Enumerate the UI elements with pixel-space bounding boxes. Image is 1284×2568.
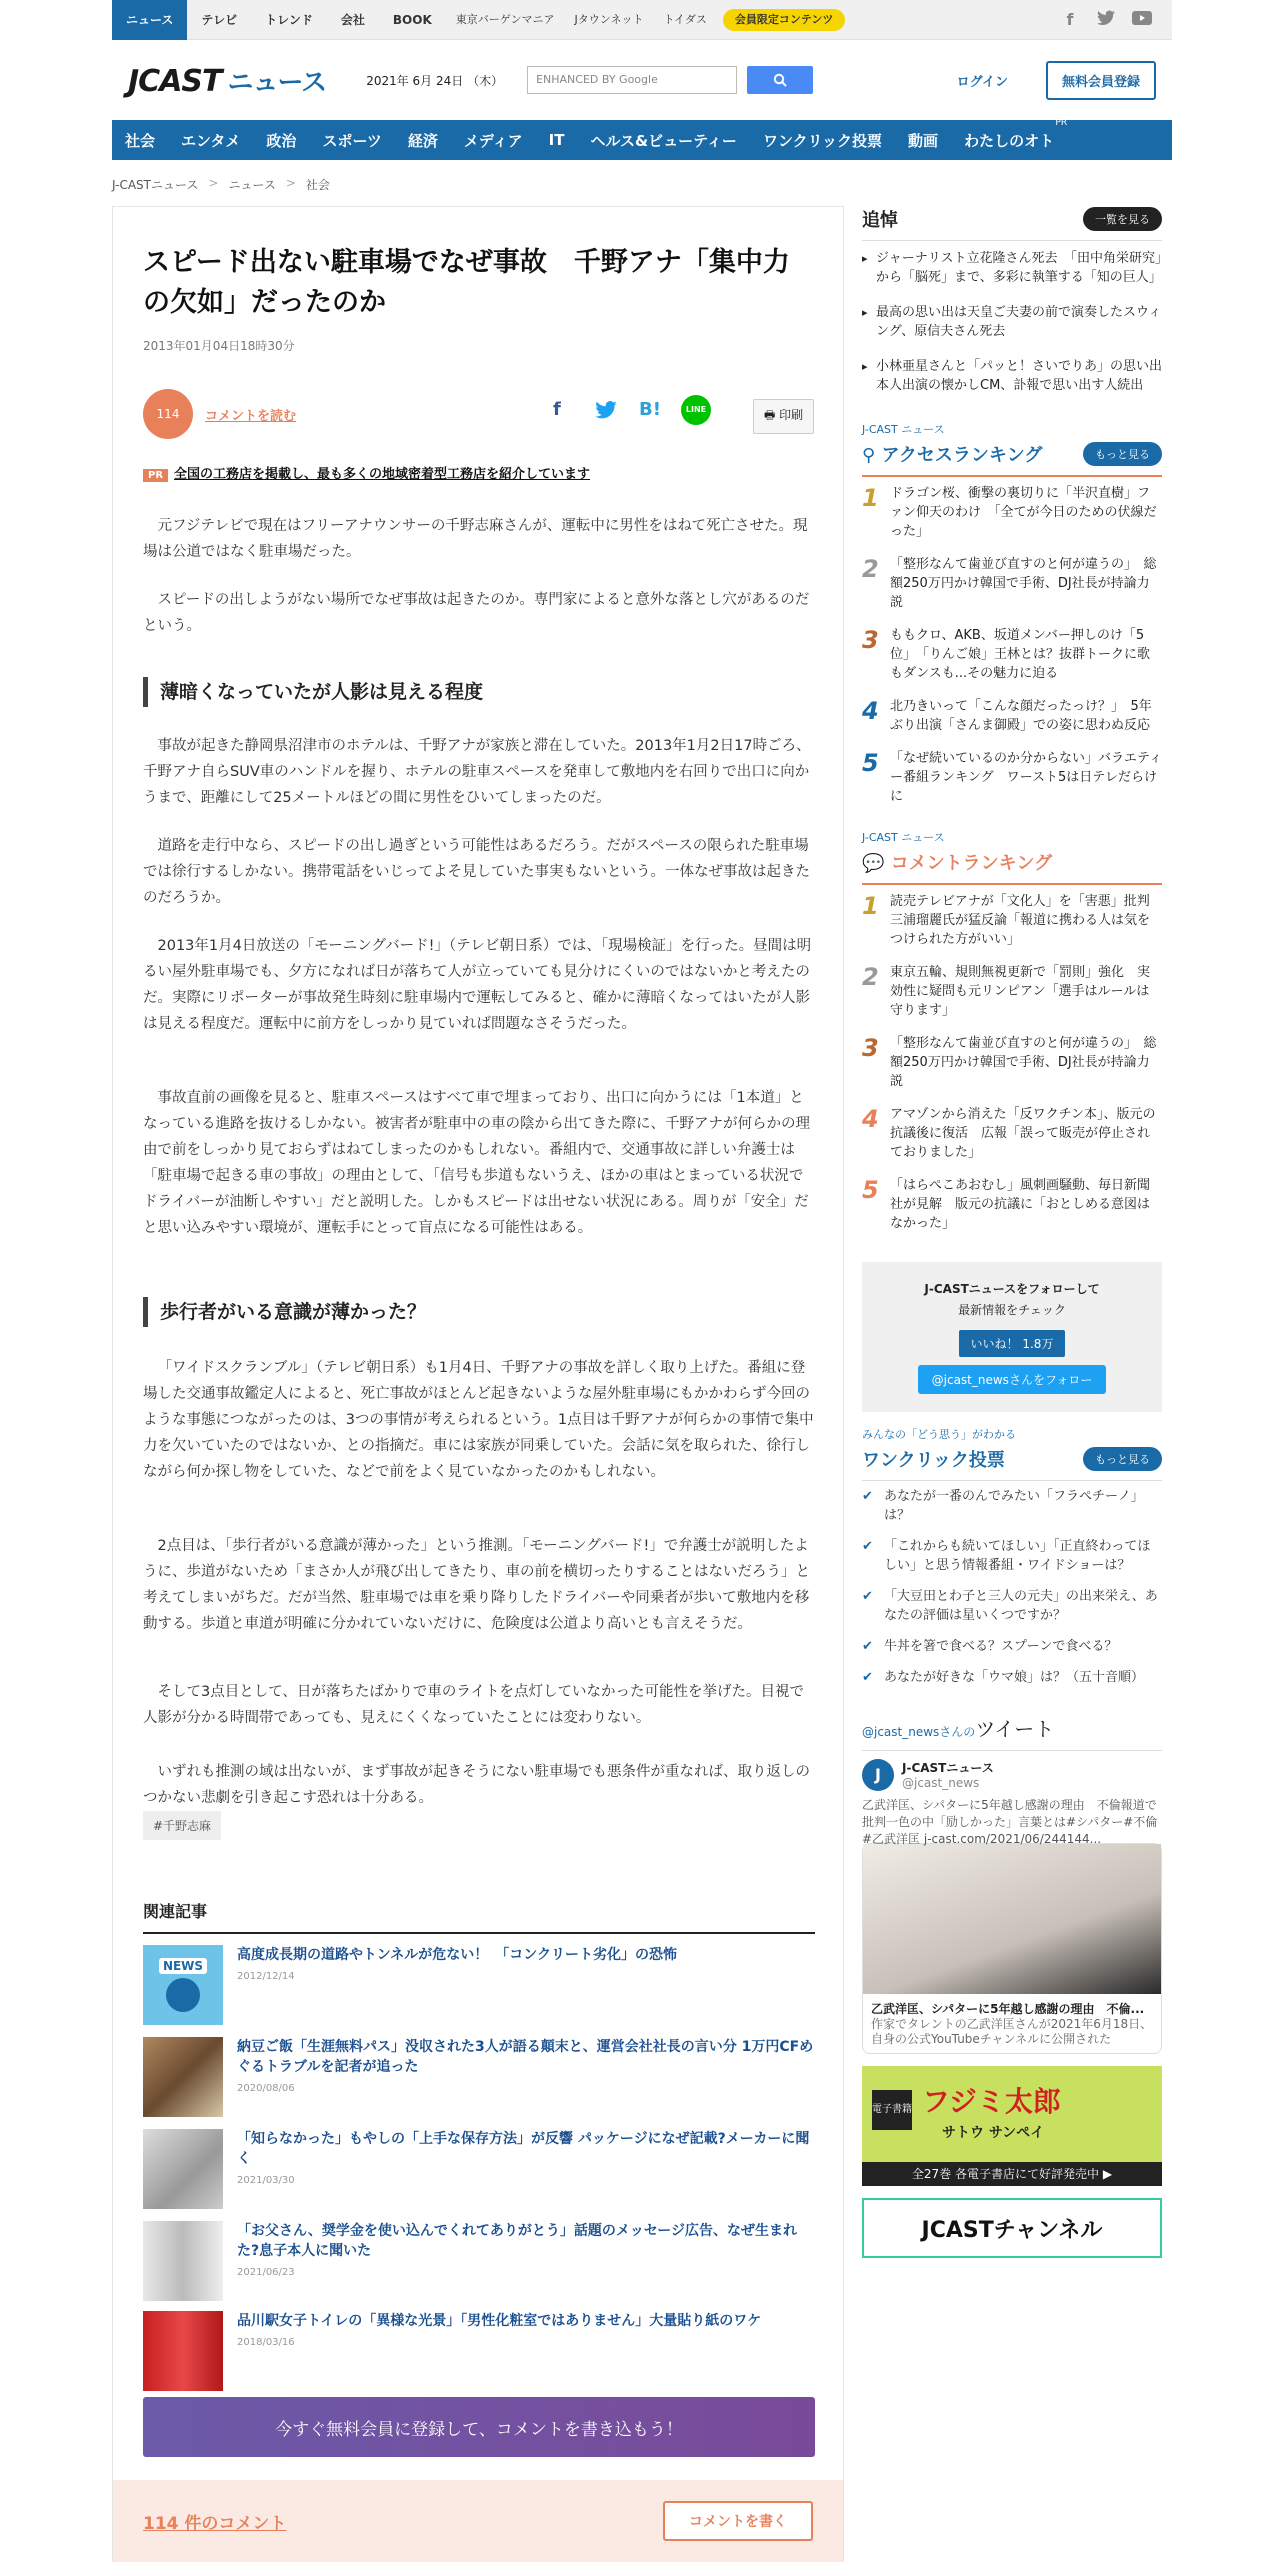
paragraph: 事故が起きた静岡県沼津市のホテルは、千野アナが家族と滞在していた。2013年1月2日17時ごろ、千野アナ自らSUV車のハンドルを握り、ホテルの駐車スペースを発車して敷地内を右回りで出口に向かうまで、距離にして25メートルほどの間に男性をひいてしまったのだ。 (143, 738, 811, 806)
ranking-item[interactable]: 3 ももクロ、AKB、坂道メンバー押しのけ「5位」 「りんご娘」王林とは？抜群トークに歌もダンスも...その魅力に迫る (862, 626, 1151, 681)
line-share-icon[interactable]: LINE (681, 395, 711, 425)
ranking-item[interactable]: 5 「なぜ続いているのか分からない」バラエティー番組ランキング ワースト5は日テレだらけに (862, 749, 1162, 804)
tweets-header: @jcast_newsさんのツイート (862, 1713, 1162, 1751)
ranking-item[interactable]: 4 北乃きいって「こんな顔だったっけ？」 5年ぶり出演「さんま御殿」での姿に思わぬ反応 (862, 697, 1152, 733)
topnav-trend[interactable]: トレンド (265, 12, 313, 27)
topnav-news[interactable]: ニュース (112, 0, 187, 40)
comment-ranking-label: J-CAST ニュース (862, 831, 945, 844)
related-article[interactable]: 納豆ご飯「生涯無料パス」没収された3人が語る顛末と、運営会社社長の言い分 1万円CFめぐるトラブルを記者が追った 2020/08/06 (143, 2037, 815, 2117)
paragraph: 2013年1月4日放送の「モーニングバード!」（テレビ朝日系）では、「現場検証」を行った。昼間は明るい屋外駐車場でも、夕方になれば日が落ちて人が立っていても見分けにくいのではないかと考えたのだ。実際にリポーターが事故発生時刻に駐車場内で運転してみると、確かに薄暗くなってはいたが人影は見える程度だ。運転中に前方をしっかり見ていれば問題なさそうだった。 (143, 938, 812, 1032)
related-thumbnail (143, 2129, 223, 2209)
nav-society[interactable]: 社会 (125, 131, 156, 150)
ranking-item[interactable]: 1 読売テレビアナが「文化人」を「害悪」批判 三浦瑠麗氏が猛反論「報道に携わる人は気をつけられた方がいい」 (862, 892, 1163, 947)
tsuito-header: 追悼 一覧を見る (862, 206, 1162, 241)
topnav-tv[interactable]: テレビ (201, 12, 238, 27)
breadcrumb: J-CASTニュース > ニュース > 社会 (112, 176, 330, 192)
related-article[interactable]: NEWS 高度成長期の道路やトンネルが危ない！ 「コンクリート劣化」の恐怖 2012/12/14 (143, 1945, 815, 2025)
access-ranking-label: J-CAST ニュース (862, 423, 945, 436)
related-article[interactable]: 「知らなかった」もやしの「上手な保存方法」が反響 パッケージになぜ記載?メーカーに聞く 2021/03/30 (143, 2129, 815, 2209)
tsuito-item[interactable]: ▸ ジャーナリスト立花隆さん死去 「田中角栄研究」から「脳死」まで、多彩に執筆する「知の巨人」 (862, 241, 1162, 295)
pr-label: PR (1055, 117, 1068, 128)
ranking-item[interactable]: 5 「はらぺこあおむし」風刺画騒動、毎日新聞社が見解 版元の抗議に「おとしめる意図はなかった」 (862, 1176, 1151, 1231)
nav-economy[interactable]: 経済 (407, 131, 438, 150)
pr-tag: PR (143, 469, 168, 482)
nav-it[interactable]: IT (548, 131, 565, 149)
nav-watashi-no-oto[interactable]: わたしのオト PR (964, 117, 1068, 150)
tweet[interactable]: J J-CASTニュース @jcast_news (862, 1759, 1162, 1791)
printer-icon: 🖶 (764, 408, 780, 422)
topnav-jtown[interactable]: Jタウンネット (574, 12, 644, 26)
topnav-toidas[interactable]: トイダス (663, 12, 707, 26)
related-articles-list (143, 1945, 815, 2325)
tsuito-more-button[interactable]: 一覧を見る (1083, 207, 1162, 231)
tsuito-item[interactable]: ▸ 小林亜星さんと「パッと！さいでりあ」の思い出 本人出演の懐かしCM、訃報で思い出す人続出 (862, 349, 1162, 403)
vote-item[interactable]: ✔ 牛丼を箸で食べる？スプーンで食べる？ (862, 1631, 1162, 1662)
ranking-icon: ⚲ (862, 445, 882, 466)
vote-item[interactable]: ✔ 「大豆田とわ子と三人の元夫」の出来栄え、あなたの評価は星いくつですか？ (862, 1581, 1162, 1631)
comment-ranking-header: 💬 コメントランキング (862, 849, 1162, 885)
breadcrumb-society[interactable]: 社会 (305, 178, 330, 192)
paragraph: そして3点目として、日が落ちたばかりで車のライトを点灯していなかった可能性を挙げた。目視で人影が分かる時間帯であっても、見えにくくなっていたことには変わりない。 (143, 1684, 804, 1726)
vote-header: ワンクリック投票 もっと見る (862, 1446, 1162, 1481)
vote-item[interactable]: ✔ 「これからも続いてほしい」「正直終わってほしい」と思う情報番組・ワイドショーは？ (862, 1531, 1162, 1581)
twitter-follow-button[interactable]: @jcast_newsさんをフォロー (918, 1365, 1107, 1394)
facebook-share-icon[interactable]: f (553, 399, 561, 420)
topnav-bargain[interactable]: 東京バーゲンマニア (455, 12, 555, 26)
current-date: 2021年 6月 24日 （木） (366, 73, 504, 88)
paragraph: 「ワイドスクランブル」（テレビ朝日系）も1月4日、千野アナの事故を詳しく取り上げた。番組に登場した交通事故鑑定人によると、死亡事故がほとんど起きないような屋外駐車場にもかかわらず今回のような事態につながったのは、3つの事情が考えられるという。1点目は千野アナが何らかの事情で集中力を欠いていたのではないか、との指摘だ。車には家族が同乗していた。会話に気を取られた、徐行しながら何か探し物をしていた、などで前をよく見ていなかったのかもしれない。 (143, 1360, 814, 1480)
category-nav (112, 117, 1172, 160)
speech-bubble-icon: 💬 (862, 853, 891, 874)
write-comment-button[interactable]: コメントを書く (663, 2501, 813, 2541)
ranking-item[interactable]: 3 「整形なんて歯並び直すのと何が違うの」 総額250万円かけ韓国で手術、DJ社長が持論力説 (862, 1034, 1157, 1089)
jcast-logo[interactable]: JCAST ニュース (128, 63, 327, 99)
comments-bar (113, 2480, 843, 2562)
top-bar (112, 0, 1172, 40)
register-button[interactable]: 無料会員登録 (1046, 61, 1156, 100)
related-thumbnail (143, 2221, 223, 2301)
site-header (112, 40, 1172, 120)
ad-banner[interactable]: 電子書籍 フジミ太郎 サトウ サンペイ 全27巻 各電子書店にて好評発売中 ▶ (862, 2066, 1162, 2186)
vote-label: みんなの「どう思う」がわかる (862, 1428, 1016, 1441)
access-ranking-header: ⚲ アクセスランキング もっと見る (862, 441, 1162, 477)
search-button[interactable] (747, 66, 813, 94)
tsuito-item[interactable]: ▸ 最高の思い出は天皇ご夫妻の前で演奏したスウィング、原信夫さん死去 (862, 295, 1162, 349)
ranking-item[interactable]: 4 アマゾンから消えた「反ワクチン本」、版元の抗議後に復活 広報「誤って販売が停止されておりました」 (862, 1105, 1156, 1160)
breadcrumb-home[interactable]: J-CASTニュース (112, 178, 199, 192)
paragraph: 事故直前の画像を見ると、駐車スペースはすべて車で埋まっており、出口に向かうには「1本道」となっている進路を抜けるしかない。被害者が駐車中の車の陰から出てきた際に、千野アナが何らかの理由で前をしっかり見ておらずはねてしまったのかもしれない。番組内で、交通事故に詳しい弁護士は「駐車場で起きる車の事故」の理由として、「信号も歩道もないうえ、ほかの車はとまっている状況でドライバーが油断しやすい」だと説明した。しかもスピードは出せない状況にある。周りが「安全」だと思い込みやすい環境が、運転手にとって盲点になる可能性はある。 (143, 1090, 810, 1236)
nav-health[interactable]: ヘルス&ビューティー (590, 131, 737, 150)
facebook-like-button[interactable]: いいね！ 1.8万 (959, 1330, 1066, 1357)
vote-item[interactable]: ✔ あなたが好きな「ウマ娘」は？（五十音順） (862, 1662, 1162, 1693)
topnav-book[interactable]: BOOK (392, 12, 432, 27)
twitter-icon[interactable] (1096, 10, 1116, 30)
facebook-icon[interactable]: f (1066, 9, 1074, 29)
login-link[interactable]: ログイン (956, 74, 1008, 90)
paragraph: スピードの出しようがない場所でなぜ事故は起きたのか。専門家によると意外な落とし穴があるのだという。 (143, 592, 810, 634)
article-title: スピード出ない駐車場でなぜ事故 千野アナ「集中力の欠如」だったのか (143, 247, 790, 318)
related-article[interactable]: 「お父さん、奨学金を使い込んでくれてありがとう」話題のメッセージ広告、なぜ生まれた?息子本人に聞いた 2021/06/23 (143, 2221, 815, 2301)
print-button[interactable]: 🖶 印刷 (753, 399, 814, 434)
paragraph: 2点目は、「歩行者がいる意識が薄かった」という推測。「モーニングバード!」で弁護士が説明したように、歩道がないため「まさか人が飛び出してきたり、車の前を横切ったりすることはないだろう」と考えてしまいがちだ。だが当然、駐車場では車を乗り降りしたドライバーや同乗者が歩いて敷地内を移動する。歩道と車道が明確に分かれていないだけに、危険度は公道より高いとも言えそうだ。 (143, 1538, 810, 1632)
topnav-company[interactable]: 会社 (340, 12, 365, 27)
tweet-text: 乙武洋匡、シパターに5年越し感謝の理由 不倫報道で批判一色の中「励しかった」言葉とは#シパター#不倫 #乙武洋匡 j-cast.com/2021/06/244144... (862, 1798, 1158, 1846)
nav-politics[interactable]: 政治 (266, 131, 297, 150)
read-comments-link[interactable]: コメントを読む (205, 408, 297, 424)
follow-box: J-CASTニュースをフォローして 最新情報をチェック いいね！ 1.8万 @jcast_newsさんをフォロー (862, 1262, 1162, 1412)
share-bar (143, 387, 815, 441)
related-thumbnail (143, 2037, 223, 2117)
ranking-item[interactable]: 2 「整形なんて歯並び直すのと何が違うの」 総額250万円かけ韓国で手術、DJ社長が持論力説 (862, 555, 1157, 610)
pr-link[interactable]: PR 全国の工務店を掲載し、最も多くの地域密着型工務店を紹介しています (143, 463, 815, 482)
vote-more[interactable]: もっと見る (1083, 1447, 1162, 1471)
section-heading: 歩行者がいる意識が薄かった？ (143, 1297, 815, 1327)
access-ranking-more[interactable]: もっと見る (1083, 442, 1162, 466)
paragraph: いずれも推測の域は出ないが、まず事故が起きそうにない駐車場でも悪条件が重なれば、取り返しのつかない悲劇を引き起こす恐れは十分ある。 (143, 1764, 810, 1806)
section-heading: 薄暗くなっていたが人影は見える程度 (143, 677, 815, 707)
sidebar (862, 206, 1176, 2258)
comment-count-badge[interactable]: 114 (143, 389, 193, 439)
nav-video[interactable]: 動画 (908, 131, 939, 150)
article-container (112, 206, 844, 2562)
vote-item[interactable]: ✔ あなたが一番のんでみたい「フラペチーノ」は？ (862, 1481, 1162, 1531)
related-articles-heading: 関連記事 (143, 1899, 815, 1934)
article-date: 2013年01月04日18時30分 (143, 339, 295, 353)
member-content-badge[interactable]: 会員限定コンテンツ (723, 9, 845, 31)
ranking-item[interactable]: 1 ドラゴン桜、衝撃の裏切りに「半沢直樹」ファン仰天のわけ 「全てが今日のための伏線だった」 (862, 484, 1157, 539)
avatar: J (862, 1759, 894, 1791)
nav-sports[interactable]: スポーツ (322, 131, 382, 150)
ranking-item[interactable]: 2 東京五輪、規則無視更新で「罰則」強化 実効性に疑問も元リンピアン「選手はルールは守ります」 (862, 963, 1151, 1018)
comment-count-link[interactable]: 114 件のコメント (143, 2513, 287, 2534)
related-thumbnail: NEWS (143, 1945, 223, 2025)
hatena-bookmark-icon[interactable]: B! (639, 399, 661, 420)
breadcrumb-news[interactable]: ニュース (228, 178, 276, 192)
twitter-share-icon[interactable] (595, 401, 617, 424)
related-thumbnail (143, 2311, 223, 2391)
tweet-card-image (863, 1844, 1161, 1994)
related-article[interactable]: 品川駅女子トイレの「異様な光景」「男性化粧室ではありません」大量貼り紙のワケ 2018/03/16 (143, 2311, 815, 2391)
hashtag-tag[interactable]: #千野志麻 (143, 1811, 221, 1840)
paragraph: 元フジテレビで現在はフリーアナウンサーの千野志麻さんが、運転中に男性をはねて死亡させた。現場は公道ではなく駐車場だった。 (143, 518, 808, 560)
tweet-card[interactable]: 乙武洋匡、シパターに5年越し感謝の理由 不倫... 作家でタレントの乙武洋匡さんが2021年6月18日、自身の公式YouTubeチャンネルに公開された (862, 1843, 1162, 2054)
search-input[interactable]: ENHANCED BY Google (527, 66, 737, 94)
nav-media[interactable]: メディア (463, 131, 523, 150)
nav-oneclick-vote[interactable]: ワンクリック投票 (762, 131, 883, 150)
nav-entertainment[interactable]: エンタメ (181, 131, 241, 150)
youtube-icon[interactable] (1132, 10, 1152, 30)
search-icon (773, 73, 787, 87)
paragraph: 道路を走行中なら、スピードの出し過ぎという可能性はあるだろう。だがスペースの限られた駐車場では徐行するしかない。携帯電話をいじってよそ見していた事実もないという。一体なぜ事故は起きたのだろうか。 (143, 838, 810, 906)
jcast-channel-banner[interactable]: JCASTチャンネル (862, 2198, 1162, 2258)
register-to-comment-button[interactable]: 今すぐ無料会員に登録して、コメントを書き込もう！ (143, 2397, 815, 2457)
